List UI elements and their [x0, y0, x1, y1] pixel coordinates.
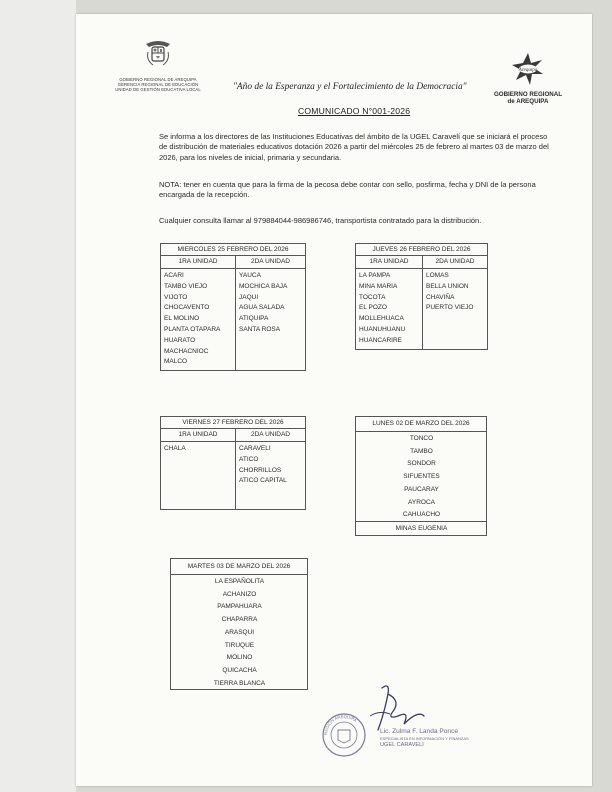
list-item: JAQUI — [239, 293, 259, 301]
ugel-header — [98, 38, 218, 92]
signer-role: ESPECIALISTA EN INFORMACIÓN Y FINANZAS — [380, 736, 469, 741]
table-monday — [355, 416, 487, 536]
column-header: 2DA UNIDAD — [236, 429, 306, 442]
list-item: PAUCARAY — [356, 483, 487, 496]
signature-block — [380, 728, 469, 749]
list-item: LA ESPAÑOLITA — [171, 575, 308, 588]
unit1-list — [356, 269, 423, 350]
list-item: CAHUACHO — [356, 508, 487, 521]
list-item: MOLINO — [171, 651, 308, 664]
intro-paragraph: Se informa a los directores de las Instituciones Educativas del ámbito de la UGEL Caravelí que se iniciará el proceso de distribución de materiales educativos dotación 2026 a partir del miércoles 25 de febrero al martes 03 de marzo del 2026, para los niveles de inicial, primaria y secundaria. — [159, 132, 549, 162]
table-title: MIERCOLES 25 FEBRERO DEL 2026 — [161, 244, 306, 256]
column-header: 2DA UNIDAD — [423, 256, 488, 269]
list-item: YAUCA — [239, 272, 261, 279]
unit2-list — [236, 442, 306, 510]
list-item: QUICACHA — [171, 664, 308, 677]
list-item: HUANUHUANU — [359, 325, 406, 333]
stamp-text: REGIÓN AREQUIPA — [322, 713, 358, 736]
table-title: MARTES 03 DE MARZO DEL 2026 — [171, 559, 308, 575]
list-item: EL POZO — [359, 304, 387, 312]
contact-paragraph: Cualquier consulta llamar al 979884044-986986746, transportista contratado para la distribución. — [159, 216, 482, 225]
list-item: TIERRA BLANCA — [171, 677, 308, 690]
list-item: CHOCAVENTO — [164, 304, 210, 312]
list-item: SIFUENTES — [356, 470, 487, 483]
table-title: JUEVES 26 FEBRERO DEL 2026 — [356, 244, 488, 256]
list-item: ATICO — [239, 455, 259, 463]
table-title: LUNES 02 DE MARZO DEL 2026 — [356, 417, 487, 432]
list-item: PAMPAHUARA — [171, 600, 308, 613]
table-title: VIERNES 27 FEBRERO DEL 2026 — [161, 417, 306, 429]
list-item: ATICO CAPITAL — [239, 477, 287, 485]
unit2-list — [423, 269, 488, 350]
svg-text:REGIÓN AREQUIPA — [323, 714, 358, 735]
list-item: TAMBO — [356, 445, 487, 458]
list-item: MOCHICA BAJA — [239, 282, 288, 290]
list-item: AGUA SALADA — [239, 304, 285, 312]
list-item: PUERTO VIEJO — [426, 304, 474, 312]
list-item: ACHANIZO — [171, 588, 308, 601]
nota-paragraph: NOTA: tener en cuenta que para la firma de la pecosa debe contar con sello, posfirma, fecha y DNI de la persona encargada de la recepción. — [159, 180, 536, 200]
column-header: 1RA UNIDAD — [161, 256, 236, 269]
list-item: TONCO — [356, 432, 487, 445]
list-item: TIRUQUE — [171, 639, 308, 652]
org-line-3: UNIDAD DE GESTIÓN EDUCATIVA LOCAL — [115, 87, 201, 92]
org-line-2: GERENCIA REGIONAL DE EDUCACIÓN — [117, 82, 199, 87]
list-item: MACHACNIOC — [164, 347, 209, 355]
list-item: TAMBO VIEJO — [164, 282, 208, 290]
list-item: CHAVIÑA — [426, 293, 455, 301]
org-line-1: GOBIERNO REGIONAL DE AREQUIPA — [119, 77, 197, 82]
list-item: MINAS EUGENIA — [356, 521, 487, 535]
list-item: MOLLEHUACA — [359, 315, 404, 323]
list-item: SANTA ROSA — [239, 325, 281, 333]
list-item: CHAPARRA — [171, 613, 308, 626]
table-thursday — [355, 243, 488, 350]
table-friday — [160, 416, 306, 510]
list-item: ARASQUI — [171, 626, 308, 639]
gov-name-2: de AREQUIPA — [507, 98, 549, 105]
table-tuesday — [170, 558, 308, 690]
list-item: HUARATO — [164, 336, 196, 344]
year-motto: "Año de la Esperanza y el Fortalecimiento de la Democracia" — [233, 82, 467, 92]
document-title: COMUNICADO N°001-2026 — [298, 106, 411, 116]
list-item: LOMAS — [426, 272, 449, 279]
list-item: CHALA — [164, 445, 186, 452]
list-item: EL MOLINO — [164, 315, 200, 323]
list-item: ACARI — [164, 272, 184, 279]
peru-crest-icon — [143, 38, 173, 68]
background-edge — [0, 0, 76, 792]
document-page — [76, 14, 592, 786]
gov-name-1: GOBIERNO REGIONAL — [493, 91, 563, 98]
column-header: 1RA UNIDAD — [356, 256, 423, 269]
list-item: SONDOR — [356, 457, 487, 470]
column-header: 1RA UNIDAD — [161, 429, 236, 442]
table-wednesday — [160, 243, 306, 371]
column-header: 2DA UNIDAD — [236, 256, 306, 269]
list-item: PLANTA OTAPARA — [164, 325, 221, 333]
list-item: TOCOTA — [359, 293, 386, 301]
list-item: BELLA UNION — [426, 282, 469, 290]
list-item: CHORRILLOS — [239, 466, 282, 474]
list-item: LA PAMPA — [359, 272, 391, 279]
unit2-list — [236, 269, 306, 371]
svg-text:Arequipa: Arequipa — [518, 68, 538, 73]
list-item: CARAVELI — [239, 445, 271, 452]
signer-name: Lic. Zulma F. Landa Ponce — [380, 728, 459, 735]
list-item: VIJOTO — [164, 293, 188, 301]
list-item: ATIQUIPA — [239, 315, 269, 323]
unit1-list — [161, 442, 236, 510]
list-item: AYROCA — [356, 496, 487, 509]
arequipa-logo-icon — [511, 52, 545, 86]
list-item: HUANCARIRE — [359, 336, 402, 344]
gov-header — [478, 52, 578, 105]
signer-office: UGEL CARAVELI — [380, 742, 424, 748]
list-item: MINA MARIA — [359, 282, 398, 290]
list-item: MALCO — [164, 358, 188, 366]
unit1-list — [161, 269, 236, 371]
